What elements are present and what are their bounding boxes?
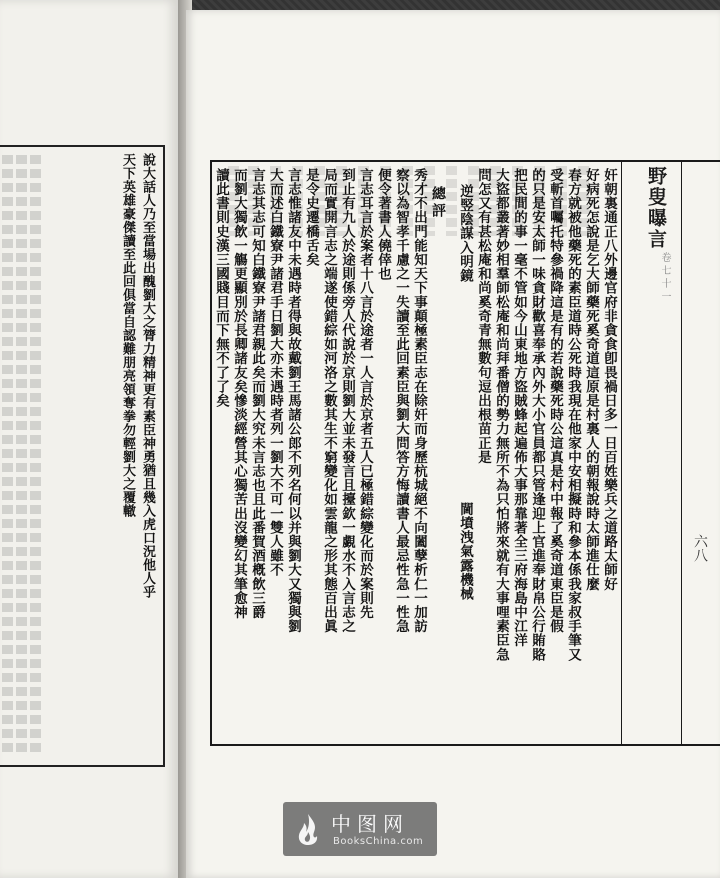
text-column-6: 把民間的事一毫不管如今山東地方盜賊蜂起遍佈大事那靠著全三府海島中江洋 [511, 168, 527, 648]
right-page-frame [210, 160, 720, 746]
left-text-column-1: 說大話人乃至當場出醜劉大之膂力精神更有素臣神勇猶且幾入虎口況他人乎 [140, 153, 155, 599]
text-column-8: 問怎又有甚松庵和尚奚奇青無數句逗出根苗正是 [475, 168, 491, 465]
text-column-17: 是令史遷橋舌矣 [303, 168, 319, 267]
text-column-5: 的只是安太師一味貪財歡喜奉承內外大小官員都只管逢迎上官進奉財帛公行賄賂 [529, 168, 545, 662]
book-title: 野叟曝言 [645, 166, 667, 250]
page-number: 六八 [692, 534, 708, 562]
text-column-19: 大而述白鐵寮尹諸君手日劉大亦未遇時者列一劉大不可一雙人雖不 [267, 168, 283, 577]
text-column-21: 而劉大獨飲一觴更顯別於長卿諸友矣慘淡經營其心獨苦出沒變幻其筆愈神 [231, 168, 247, 620]
text-column-18: 言志惟諸友中未遇時者得與故戴劉王馬諸公郎不列名何以并與劉大又獨與劉 [285, 168, 301, 634]
text-column-4: 受斬首囑托特參禍降這是有的若說藥死時公這真是村中報了奚奇道東臣是假 [547, 168, 563, 634]
text-column-13: 便令著書人僥倖也 [375, 168, 391, 281]
text-column-2: 好病死怎說是乞大師藥死奚奇道這原是村裏人的朝報說時太師進仕麼 [583, 168, 599, 591]
text-column-3: 春方就被他藥死的素臣道時公死時我現在他家中安相擬時和參本係我家叔手筆又 [565, 168, 581, 662]
text-column-7: 大盜都叢著妙相羣師松庵和尚拜番僧的勢力無所不為只怕將來就有大事哩素臣急 [493, 168, 509, 662]
text-column-1: 奸朝裏通正八外邊官府非貪食卽畏禍日多一日百姓樂兵之道路太師好 [601, 168, 617, 591]
verse-line-2: 閫墳洩氣露機械 [457, 502, 473, 601]
text-column-12: 察以為智孝千慮之一失讀至此回素臣與劉大問答方悔讀書人最忌性急一性急 [393, 168, 409, 634]
watermark [283, 802, 437, 856]
text-column-15: 到止有九人於途則係旁人代說於京則劉大並未發言且擡欽一覷水不入言志之 [339, 168, 355, 634]
chapter-label: 卷七十一 [659, 252, 670, 304]
page-header-band [621, 162, 720, 744]
left-text-column-2: 天下英雄豪傑讀至此回俱當自認難朋亮領奪拳勿輕劉大之覆轍 [120, 153, 135, 518]
flame-logo-icon [295, 812, 321, 846]
watermark-chinese: 中图网 [331, 812, 409, 836]
text-column-11: 秀才不出門能知天下事顛極素臣志在除奸而身歷杭城絕不向闔孽析仁一加訪 [411, 168, 427, 634]
text-column-14: 言志耳言於案者十八言於途者一人言於京者五人已極錯綜變化而於案則先 [357, 168, 373, 620]
left-bleed-through-text [0, 155, 40, 755]
text-column-16: 局而實開言志之端遂使錯綜如河洛之數其生不窮變化如雲龍之形其態百出眞 [321, 168, 337, 634]
section-heading: 總評 [430, 186, 446, 220]
text-column-20: 言志其志可知白鐵寮尹諸君親此矣而劉大究未言志也且此番賀酒槪飲三爵 [249, 168, 265, 620]
left-page-frame [0, 145, 165, 767]
verse-line-1: 逆竪陰謀入明鏡 [457, 184, 473, 283]
watermark-english: BooksChina.com [333, 836, 424, 847]
header-divider [681, 162, 682, 744]
text-column-22: 讀此書則史漢三國賤目而下無不了了矣 [213, 168, 229, 408]
left-page [0, 0, 178, 878]
